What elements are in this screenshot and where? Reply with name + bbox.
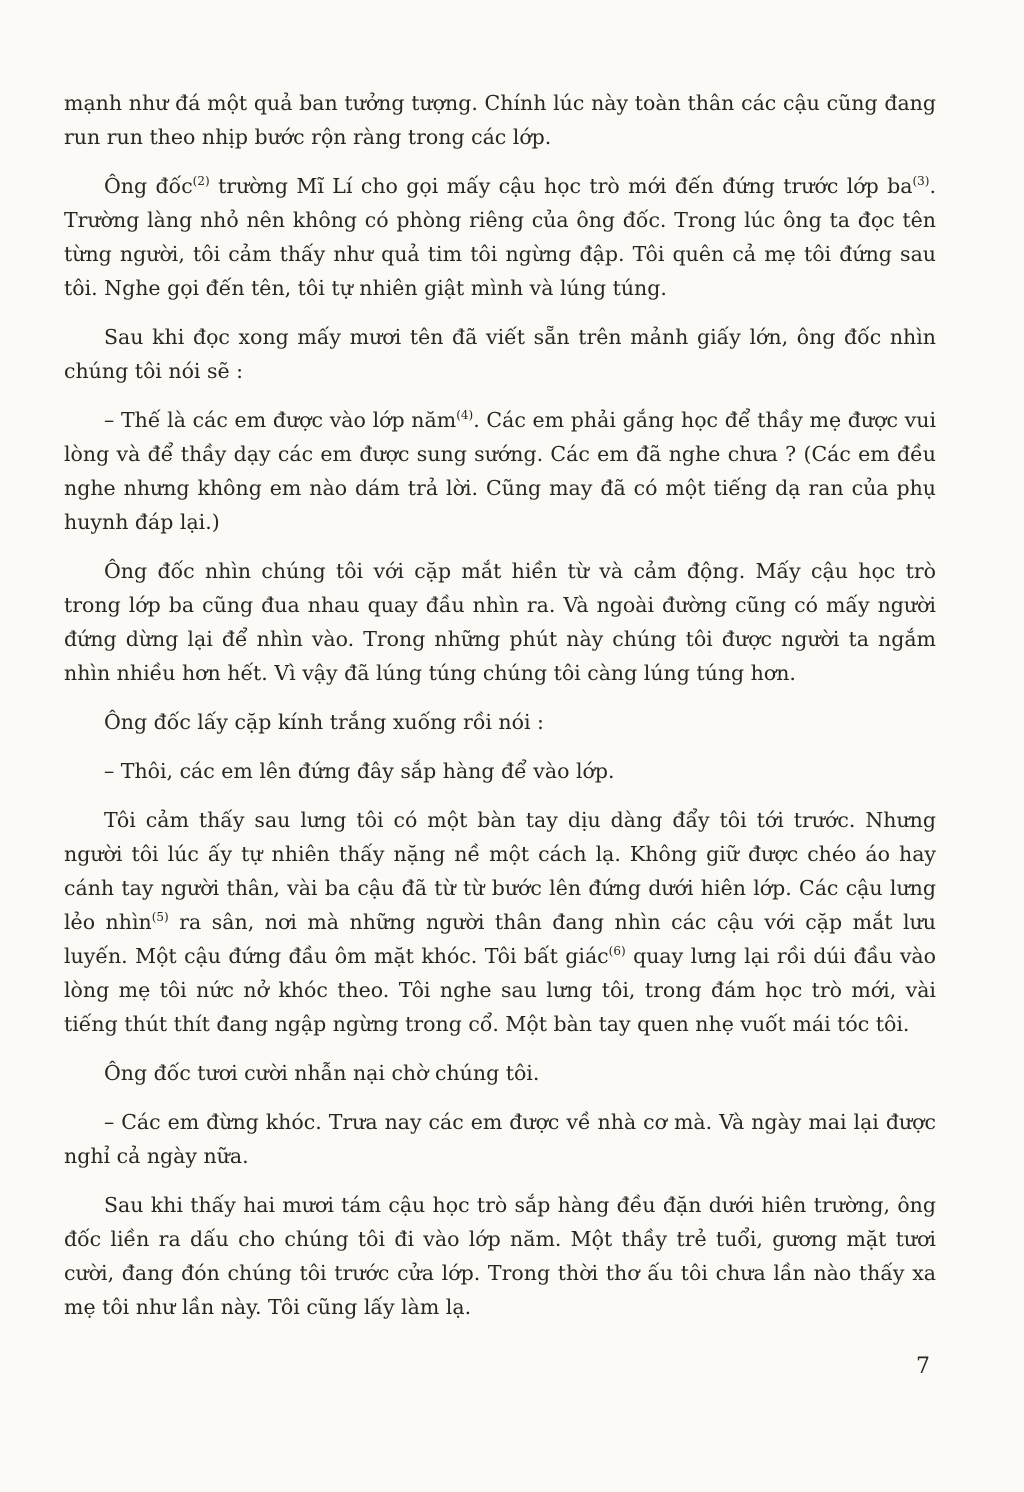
paragraph-7-text: – Thôi, các em lên đứng đây sắp hàng để vào lớp. — [104, 759, 615, 783]
paragraph-3-text: Sau khi đọc xong mấy mươi tên đã viết sẵn trên mảnh giấy lớn, ông đốc nhìn chúng tôi nói sẽ : — [64, 325, 936, 383]
paragraph-6-text: Ông đốc lấy cặp kính trắng xuống rồi nói : — [104, 710, 544, 734]
paragraph-1-text: mạnh như đá một quả ban tưởng tượng. Chính lúc này toàn thân các cậu cũng đang run run theo nhịp bước rộn ràng trong các lớp. — [64, 91, 936, 149]
paragraph-8-text-2: ra sân, nơi mà những người thân đang nhìn các cậu với cặp mắt lưu luyến. Một cậu đứng đầu ôm mặt khóc. Tôi bất giác — [64, 910, 936, 968]
paragraph-8 — [64, 803, 936, 1041]
paragraph-4-text-2: . Các em phải gắng học để thầy mẹ được vui lòng và để thầy dạy các em được sung sướng. Các em đã nghe chưa ? (Các em đều nghe nhưng không em nào dám trả lời. Cũng may đã có một tiếng dạ ran của phụ huynh đáp lại.) — [64, 408, 936, 534]
paragraph-5-text: Ông đốc nhìn chúng tôi với cặp mắt hiền từ và cảm động. Mấy cậu học trò trong lớp ba cũng đua nhau quay đầu nhìn ra. Và ngoài đường cũng có mấy người đứng dừng lại để nhìn vào. Trong những phút này chúng tôi được người ta ngắm nhìn nhiều hơn hết. Vì vậy đã lúng túng chúng tôi càng lúng túng hơn. — [64, 559, 936, 685]
paragraph-2-text-3: . Trường làng nhỏ nên không có phòng riêng của ông đốc. Trong lúc ông ta đọc tên từng người, tôi cảm thấy như quả tim tôi ngừng đập. Tôi quên cả mẹ tôi đứng sau tôi. Nghe gọi đến tên, tôi tự nhiên giật mình và lúng túng. — [64, 174, 936, 300]
paragraph-2 — [64, 169, 936, 305]
paragraph-4 — [64, 403, 936, 539]
page-number: 7 — [916, 1354, 930, 1379]
paragraph-9-text: Ông đốc tươi cười nhẫn nại chờ chúng tôi. — [104, 1061, 540, 1085]
footnote-marker-4: (4) — [456, 408, 474, 423]
paragraph-4-text: – Thế là các em được vào lớp năm — [104, 408, 457, 432]
footnote-marker-6: (6) — [608, 944, 626, 959]
paragraph-11-text: Sau khi thấy hai mươi tám cậu học trò sắp hàng đều đặn dưới hiên trường, ông đốc liền ra dấu cho chúng tôi đi vào lớp năm. Một thầy trẻ tuổi, gương mặt tươi cười, đang đón chúng tôi trước cửa lớp. Trong thời thơ ấu tôi chưa lần nào thấy xa mẹ tôi như lần này. Tôi cũng lấy làm lạ. — [64, 1193, 936, 1319]
paragraph-8-text-3: quay lưng lại rồi dúi đầu vào lòng mẹ tôi nức nở khóc theo. Tôi nghe sau lưng tôi, trong đám học trò mới, vài tiếng thút thít đang ngập ngừng trong cổ. Một bàn tay quen nhẹ vuốt mái tóc tôi. — [64, 944, 936, 1036]
footnote-marker-2: (2) — [192, 174, 210, 189]
paragraph-7 — [64, 754, 936, 788]
paragraph-5 — [64, 554, 936, 690]
footnote-marker-3: (3) — [912, 174, 930, 189]
paragraph-6 — [64, 705, 936, 739]
paragraph-1 — [64, 86, 936, 154]
paragraph-8-text: Tôi cảm thấy sau lưng tôi có một bàn tay dịu dàng đẩy tôi tới trước. Nhưng người tôi lúc ấy tự nhiên thấy nặng nề một cách lạ. Không giữ được chéo áo hay cánh tay người thân, vài ba cậu đã từ từ bước lên đứng dưới hiên lớp. Các cậu lưng lẻo nhìn — [64, 808, 936, 934]
paragraph-11 — [64, 1188, 936, 1324]
paragraph-2-text: Ông đốc — [104, 174, 193, 198]
paragraph-10-text: – Các em đừng khóc. Trưa nay các em được về nhà cơ mà. Và ngày mai lại được nghỉ cả ngày nữa. — [64, 1110, 936, 1168]
paragraph-3 — [64, 320, 936, 388]
footnote-marker-5: (5) — [151, 910, 169, 925]
paragraph-9 — [64, 1056, 936, 1090]
paragraph-2-text-2: trường Mĩ Lí cho gọi mấy cậu học trò mới đến đứng trước lớp ba — [209, 174, 913, 198]
paragraph-10 — [64, 1105, 936, 1173]
